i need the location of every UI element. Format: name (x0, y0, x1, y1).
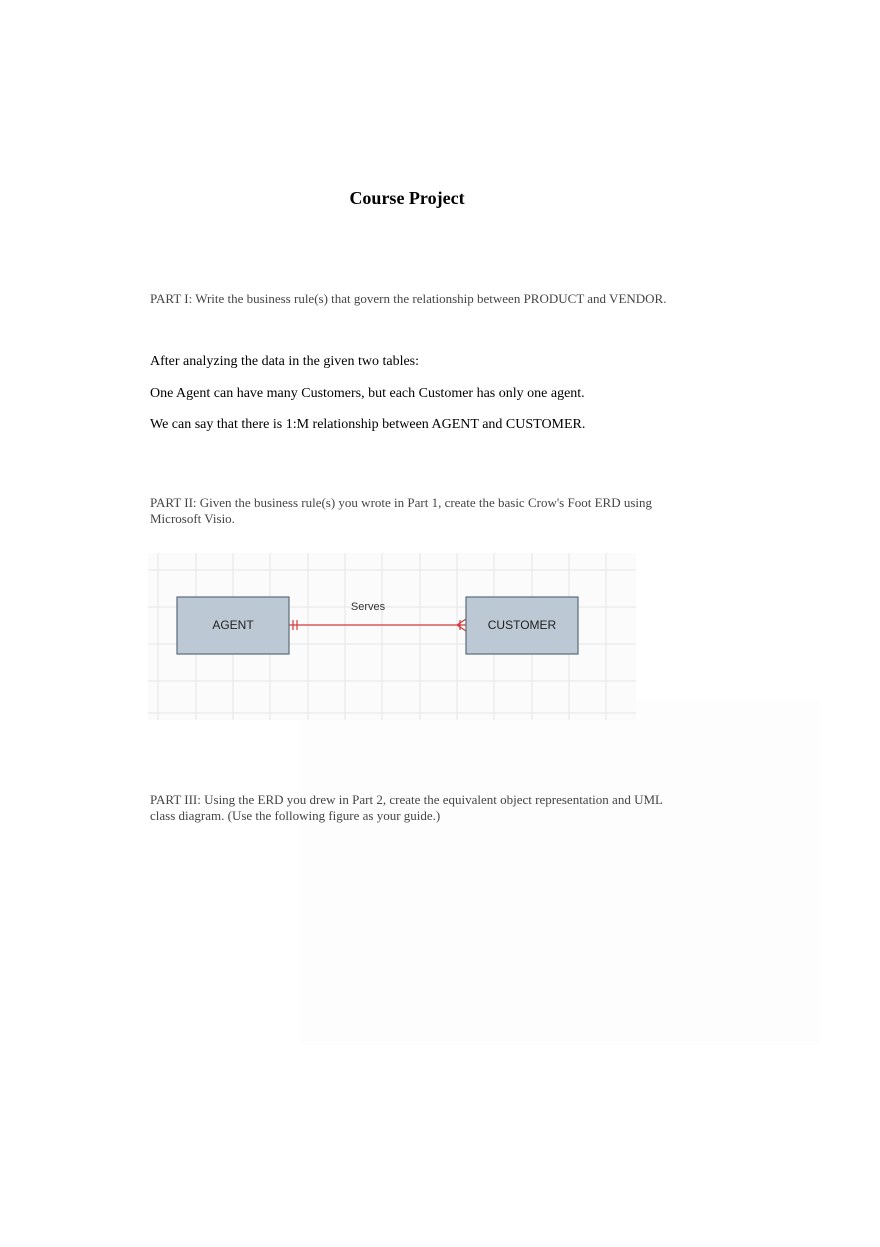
agent-entity-label: AGENT (212, 618, 254, 632)
customer-entity-label: CUSTOMER (487, 618, 557, 632)
part1-line-1: After analyzing the data in the given two tables: (150, 354, 420, 369)
part1-line-3: We can say that there is 1:M relationship between AGENT and CUSTOMER. (150, 417, 586, 432)
part3-heading: PART III: Using the ERD you drew in Part 2, create the equivalent object representation and UML class diagram. (Use the following figure as your guide.) (150, 792, 663, 823)
faded-background-block (300, 700, 820, 1045)
part1-line-2: One Agent can have many Customers, but each Customer has only one agent. (150, 386, 585, 401)
crows-foot-erd (148, 553, 636, 720)
part2-heading: PART II: Given the business rule(s) you wrote in Part 1, create the basic Crow's Foot ERD using Microsoft Visio. (150, 495, 652, 526)
document-title: Course Project (349, 188, 465, 208)
relationship-label: Serves (350, 601, 386, 613)
part1-heading: PART I: Write the business rule(s) that govern the relationship between PRODUCT and VENDOR. (150, 291, 667, 306)
